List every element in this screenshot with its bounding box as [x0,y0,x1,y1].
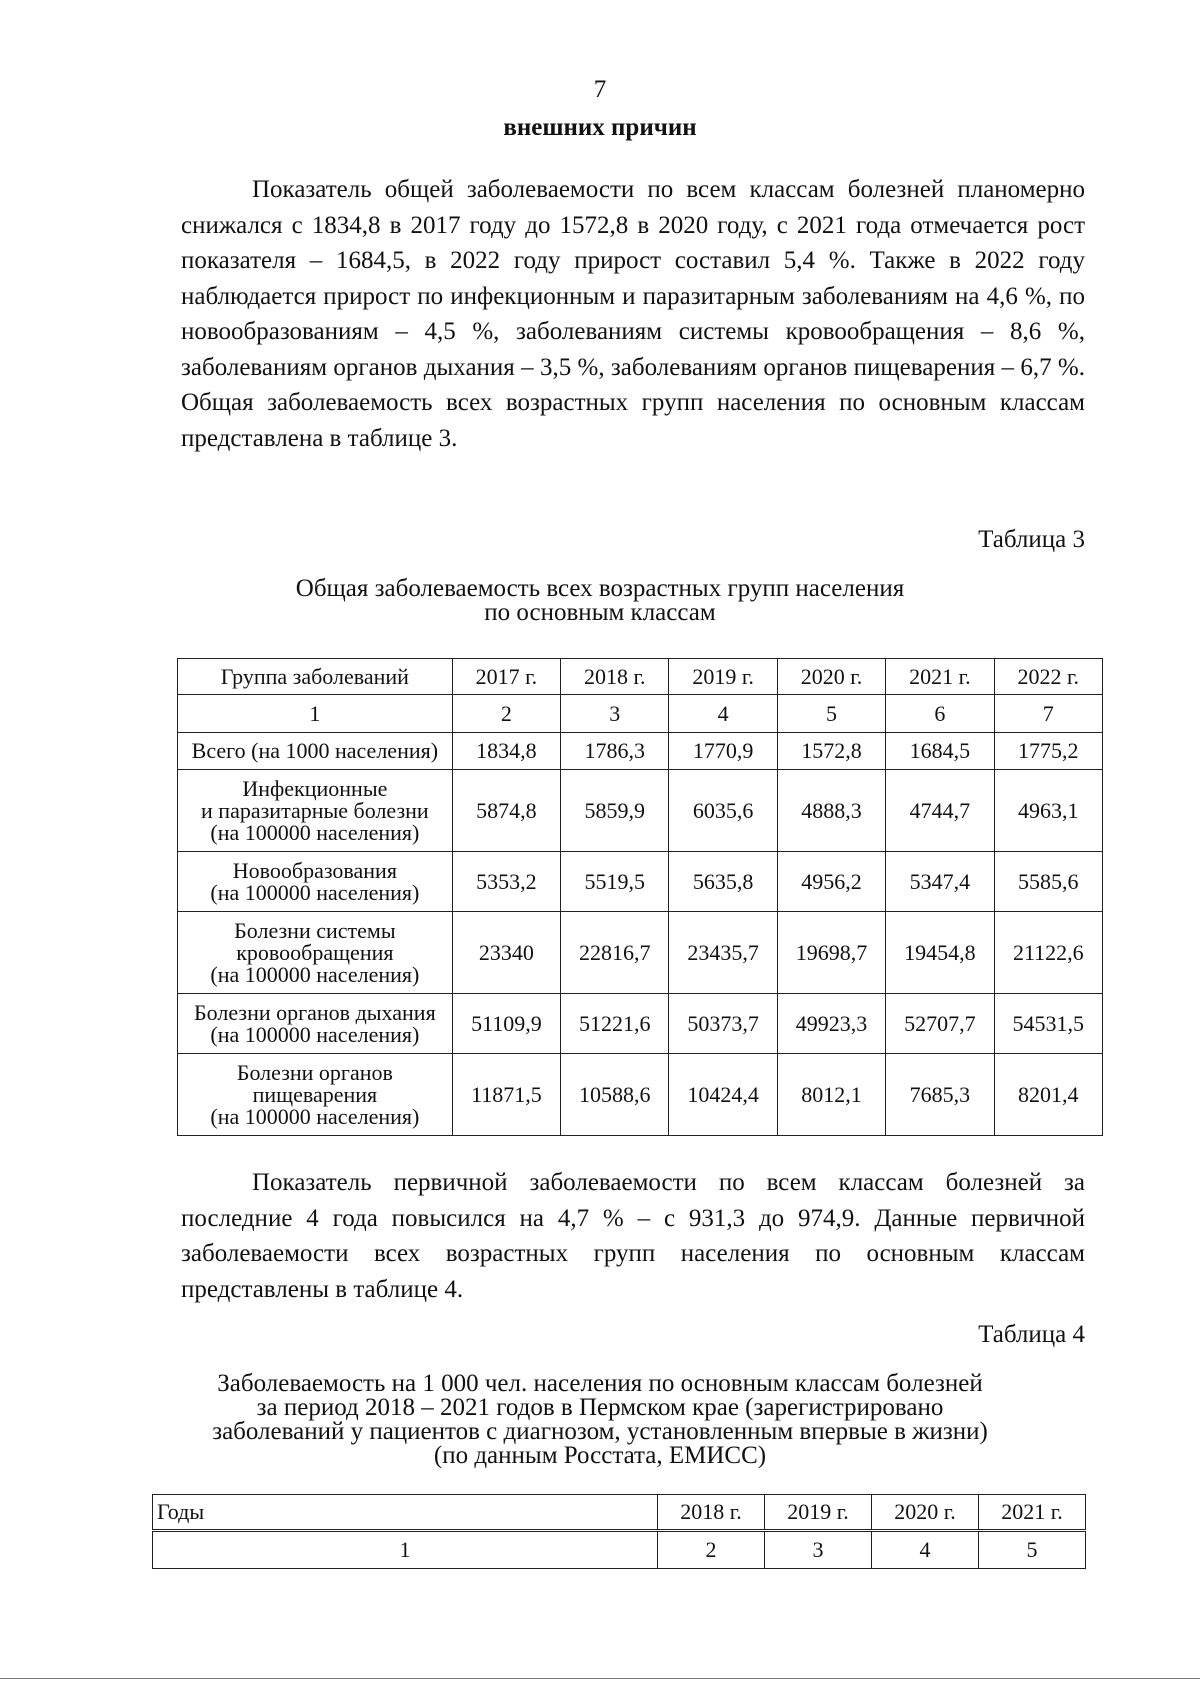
table4-caption-line: заболеваний у пациентов с диагнозом, установленным впервые в жизни) [212,1418,988,1445]
table3-value-cell: 5874,8 [452,770,560,852]
table3-value-cell: 1834,8 [452,733,560,770]
table4-index-cell: 5 [979,1531,1086,1569]
table3-header-cell: 2017 г. [452,659,560,695]
table3-header-cell: 2018 г. [561,659,669,695]
table3-value-cell: 6035,6 [669,770,777,852]
table4-header-cell: 2021 г. [979,1495,1086,1531]
table3-row-infectious [178,770,1103,852]
table3-label: Таблица 3 [978,526,1085,553]
table3-header-cell: 2022 г. [994,659,1102,695]
table4-header-cell: Годы [153,1495,658,1531]
table3-row-total [178,733,1103,770]
table4-caption-line: за период 2018 – 2021 годов в Пермском крае (зарегистрировано [256,1394,944,1421]
table3-value-cell: 1775,2 [994,733,1102,770]
table3-caption [0,577,1200,625]
table3-header-cell: 2019 г. [669,659,777,695]
table3-group-line: (на 100000 населения) [210,1021,420,1047]
table3-value-cell: 49923,3 [777,994,885,1054]
table3-value-cell: 50373,7 [669,994,777,1054]
table3-group-line: кровообращения [236,939,394,965]
page-number: 7 [593,76,607,103]
table3-group-cell [178,770,453,852]
paragraph-general-morbidity: Показатель общей заболеваемости по всем классам болезней планомерно снижался с 1834,8 в 2017 году до 1572,8 в 2020 году, с 2021 года отмечается рост показателя – 1684,5, в 2022 году прирост составил 5,4 %. Также в 2022 году наблюдается прирост по инфекционным и паразитарным заболеваниям на 4,6 %, по новообразованиям – 4,5 %, заболеваниям системы кровообращения – 8,6 %, заболеваниям органов дыхания – 3,5 %, заболеваниям органов пищеварения – 6,7 %. Общая заболеваемость всех возрастных групп населения по основным классам представлена в таблице 3. [181,176,1085,452]
table3-value-cell: 1684,5 [886,733,994,770]
table3-general-morbidity [177,658,1103,1136]
table3-index-cell: 5 [777,695,885,733]
table3-value-cell: 23435,7 [669,912,777,994]
table3-group-line: (на 100000 населения) [210,1103,420,1129]
table3-value-cell: 19698,7 [777,912,885,994]
page-bottom-rule [0,1678,1200,1679]
table3-row-neoplasms [178,852,1103,912]
table3-value-cell: 10424,4 [669,1054,777,1136]
table3-group-line: (на 100000 населения) [210,879,420,905]
table4-index-cell: 3 [765,1531,872,1569]
table3-value-cell: 22816,7 [561,912,669,994]
table3-value-cell: 51109,9 [452,994,560,1054]
table3-value-cell: 8201,4 [994,1054,1102,1136]
paragraph-primary-morbidity: Показатель первичной заболеваемости по всем классам болезней за последние 4 года повысился на 4,7 % – с 931,3 до 974,9. Данные первичной заболеваемости всех возрастных групп населения по основным классам представлены в таблице 4. [181,1169,1085,1303]
table3-group-line: Болезни органов дыхания [194,999,436,1025]
table4-primary-morbidity [152,1494,1086,1569]
table3-value-cell: 54531,5 [994,994,1102,1054]
table3-value-cell: 1770,9 [669,733,777,770]
table3-group-line: Всего (на 1000 населения) [191,738,439,763]
table3-group-cell [178,1054,453,1136]
table3-group-cell [178,852,453,912]
table3-value-cell: 1572,8 [777,733,885,770]
table3-value-cell: 4744,7 [886,770,994,852]
table3-group-line: Болезни органов [236,1059,393,1085]
table3-index-cell: 4 [669,695,777,733]
table3-caption-line: Общая заболеваемость всех возрастных групп населения [295,575,905,602]
table3-value-cell: 1786,3 [561,733,669,770]
table3-group-line: Новообразования [232,857,397,883]
table4-header-cell: 2018 г. [658,1495,765,1531]
table3-value-cell: 11871,5 [452,1054,560,1136]
table3-value-cell: 5347,4 [886,852,994,912]
table3-index-cell: 1 [178,695,453,733]
table3-index-cell: 3 [561,695,669,733]
table3-group-line: пищеварения [252,1081,378,1107]
table4-caption-line: (по данным Росстата, ЕМИСС) [433,1442,767,1469]
table3-row-digestive [178,1054,1103,1136]
section-heading: внешних причин [503,114,697,141]
table3-row-circulatory [178,912,1103,994]
table4-header-row [153,1495,1086,1531]
table3-value-cell: 5519,5 [561,852,669,912]
table4-caption [0,1372,1200,1468]
table4-index-cell: 2 [658,1531,765,1569]
table3-caption-line: по основным классам [484,599,716,626]
table3-row-respiratory [178,994,1103,1054]
table3-value-cell: 5859,9 [561,770,669,852]
table3-value-cell: 5585,6 [994,852,1102,912]
table3-value-cell: 23340 [452,912,560,994]
table4-label: Таблица 4 [978,1321,1085,1348]
table3-header-cell: Группа заболеваний [178,659,453,695]
table4-index-cell: 4 [872,1531,979,1569]
table3-header-cell: 2020 г. [777,659,885,695]
table3-group-cell [178,994,453,1054]
table3-value-cell: 21122,6 [994,912,1102,994]
table3-value-cell: 7685,3 [886,1054,994,1136]
table3-group-line: (на 100000 населения) [210,961,420,987]
table3-header-row [178,659,1103,695]
table3-value-cell: 5635,8 [669,852,777,912]
table3-group-cell [178,733,453,770]
table4-header-cell: 2019 г. [765,1495,872,1531]
table4-caption-line: Заболеваемость на 1 000 чел. населения по основным классам болезней [217,1370,983,1397]
table3-group-line: и паразитарные болезни [201,797,429,823]
table3-group-line: Болезни системы [234,917,396,943]
table4-index-cell: 1 [153,1531,658,1569]
table4-header-cell: 2020 г. [872,1495,979,1531]
table3-index-cell: 2 [452,695,560,733]
table3-value-cell: 52707,7 [886,994,994,1054]
table3-index-cell: 7 [994,695,1102,733]
table3-value-cell: 51221,6 [561,994,669,1054]
table4-index-row [153,1531,1086,1569]
table3-index-cell: 6 [886,695,994,733]
table3-group-cell [178,912,453,994]
table3-value-cell: 4963,1 [994,770,1102,852]
table3-header-cell: 2021 г. [886,659,994,695]
table3-value-cell: 5353,2 [452,852,560,912]
table3-value-cell: 4956,2 [777,852,885,912]
table3-group-line: (на 100000 населения) [210,819,420,845]
table3-value-cell: 19454,8 [886,912,994,994]
table3-group-line: Инфекционные [242,775,388,801]
table3-value-cell: 8012,1 [777,1054,885,1136]
table3-index-row [178,695,1103,733]
table3-value-cell: 10588,6 [561,1054,669,1136]
table3-value-cell: 4888,3 [777,770,885,852]
